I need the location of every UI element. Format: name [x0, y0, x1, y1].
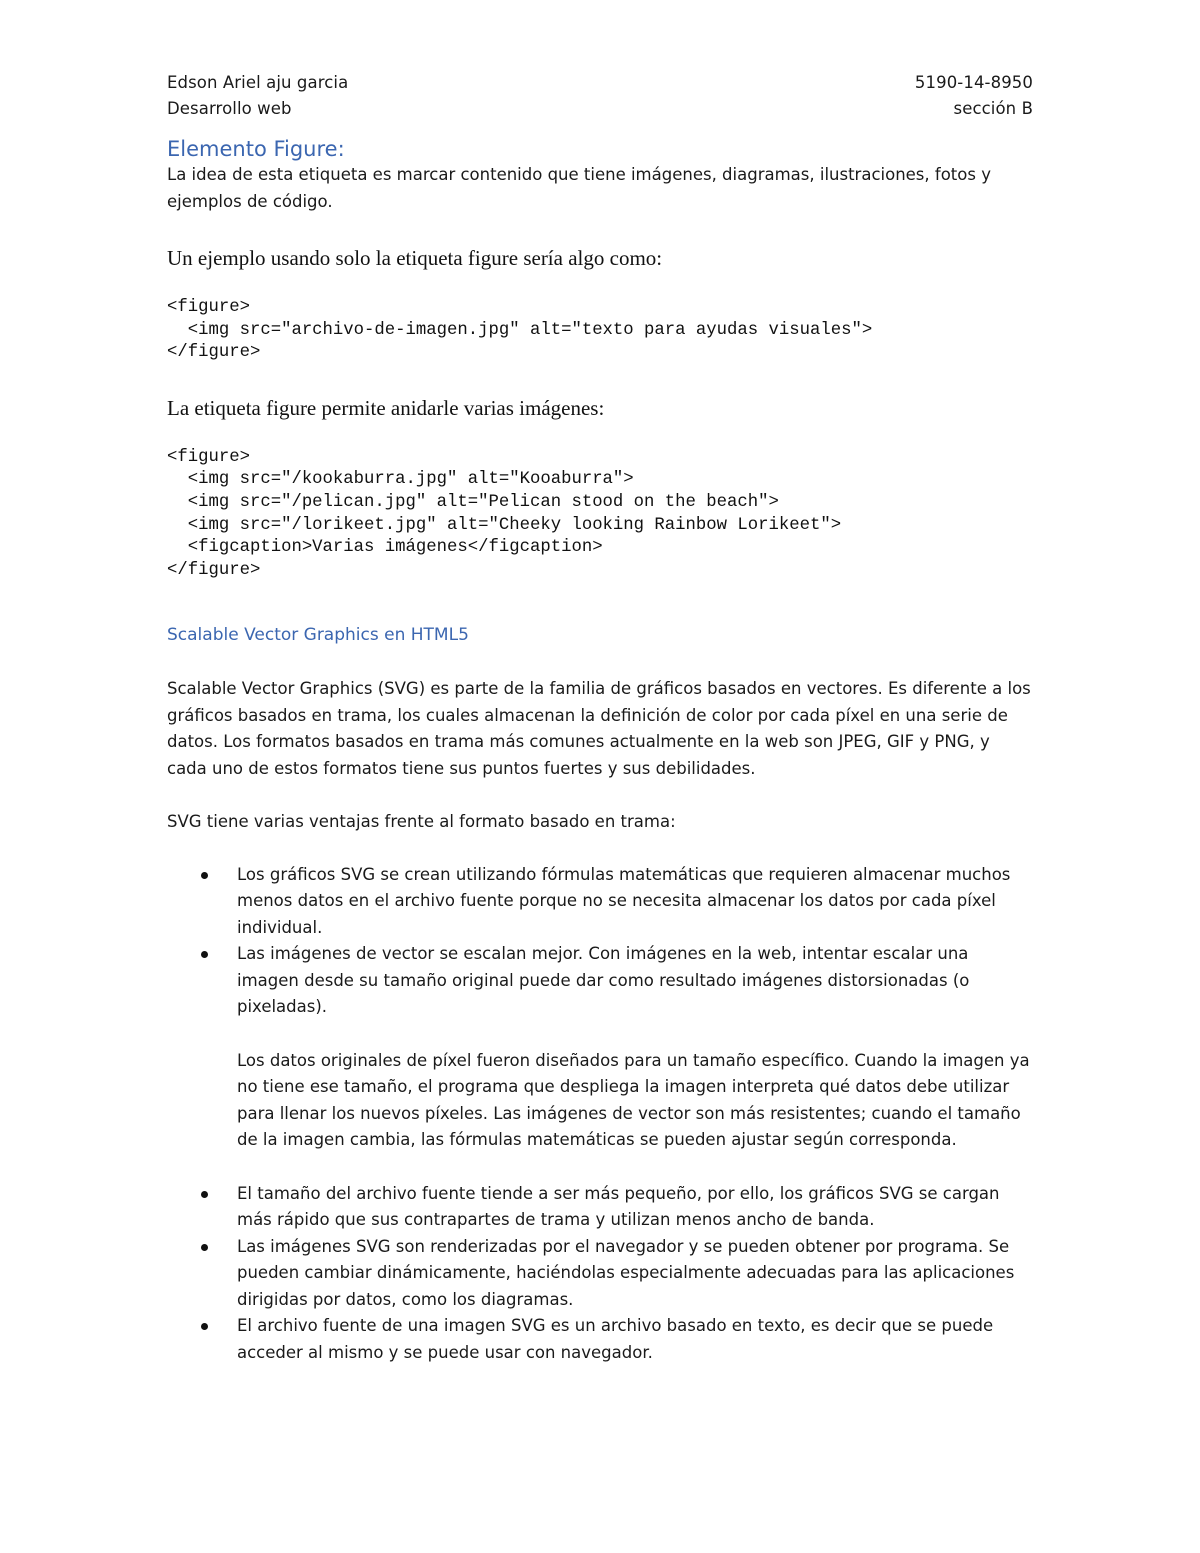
- header-row-2: [167, 96, 1033, 122]
- list-item: [167, 1234, 1033, 1314]
- example1-title: Un ejemplo usando solo la etiqueta figure sería algo como:: [167, 246, 663, 270]
- list-item-text: El tamaño del archivo fuente tiende a ser más pequeño, por ello, los gráficos SVG se cargan más rápido que sus contrapartes de trama y utilizan menos ancho de banda.: [237, 1183, 1000, 1230]
- example2-title: La etiqueta figure permite anidarle varias imágenes:: [167, 395, 605, 420]
- figure-intro: La idea de esta etiqueta es marcar contenido que tiene imágenes, diagramas, ilustraciones, fotos y ejemplos de código.: [167, 165, 991, 211]
- advantages-list-a: [167, 862, 1033, 1021]
- code-block-1: <figure> <img src="archivo-de-imagen.jpg" alt="texto para ayudas visuales"> </figure>: [167, 298, 873, 363]
- document-page: [167, 70, 1033, 1366]
- list-item-text: Las imágenes SVG son renderizadas por el navegador y se pueden obtener por programa. Se pueden cambiar dinámicamente, haciéndolas especialmente adecuadas para las aplicaciones dirigidas por datos, como los diagramas.: [237, 1236, 1015, 1309]
- section-label: sección B: [953, 99, 1033, 118]
- svg-heading: Scalable Vector Graphics en HTML5: [167, 625, 469, 646]
- bullet-icon: [201, 1191, 208, 1198]
- svg-advantages-intro: SVG tiene varias ventajas frente al formato basado en trama:: [167, 812, 676, 832]
- bullet-icon: [201, 1244, 208, 1251]
- author-name: Edson Ariel aju garcia: [167, 73, 349, 92]
- course-name: Desarrollo web: [167, 99, 292, 118]
- sub-paragraph: Los datos originales de píxel fueron diseñados para un tamaño específico. Cuando la imagen ya no tiene ese tamaño, el programa que despliega la imagen interpreta qué datos debe utilizar para llenar los nuevos píxeles. Las imágenes de vector son más resistentes; cuando el tamaño de la imagen cambia, las fórmulas matemáticas se pueden ajustar según corresponda.: [237, 1050, 1030, 1150]
- list-item: [167, 862, 1033, 942]
- header-row-1: [167, 70, 1033, 96]
- list-item: [167, 941, 1033, 1021]
- bullet-icon: [201, 951, 208, 958]
- bullet-icon: [201, 872, 208, 879]
- svg-intro: Scalable Vector Graphics (SVG) es parte de la familia de gráficos basados en vectores. Es diferente a los gráficos basados en trama, los cuales almacenan la definición de color por cada píxel en una serie de datos. Los formatos basados en trama más comunes actualmente en la web son JPEG, GIF y PNG, y cada uno de estos formatos tiene sus puntos fuertes y sus debilidades.: [167, 679, 1031, 778]
- list-item: [167, 1313, 1033, 1366]
- list-item-text: Los gráficos SVG se crean utilizando fórmulas matemáticas que requieren almacenar muchos menos datos en el archivo fuente porque no se necesita almacenar los datos por cada píxel individual.: [237, 864, 1011, 937]
- figure-heading: Elemento Figure:: [167, 137, 345, 161]
- list-item: [167, 1181, 1033, 1234]
- student-id: 5190-14-8950: [914, 73, 1033, 92]
- bullet-icon: [201, 1323, 208, 1330]
- code-block-2: <figure> <img src="/kookaburra.jpg" alt="Kooaburra"> <img src="/pelican.jpg" alt="Pelican stood on the beach"> <img src="/lorikeet.jpg" alt="Cheeky looking Rainbow Lorikeet"> <figcaption>Varias imágenes</figcaption> </figure>: [167, 447, 842, 580]
- list-item-text: El archivo fuente de una imagen SVG es un archivo basado en texto, es decir que se puede acceder al mismo y se puede usar con navegador.: [237, 1316, 994, 1362]
- advantages-list-b: [167, 1181, 1033, 1367]
- list-item-text: Las imágenes de vector se escalan mejor. Con imágenes en la web, intentar escalar una imagen desde su tamaño original puede dar como resultado imágenes distorsionadas (o pixeladas).: [237, 944, 970, 1017]
